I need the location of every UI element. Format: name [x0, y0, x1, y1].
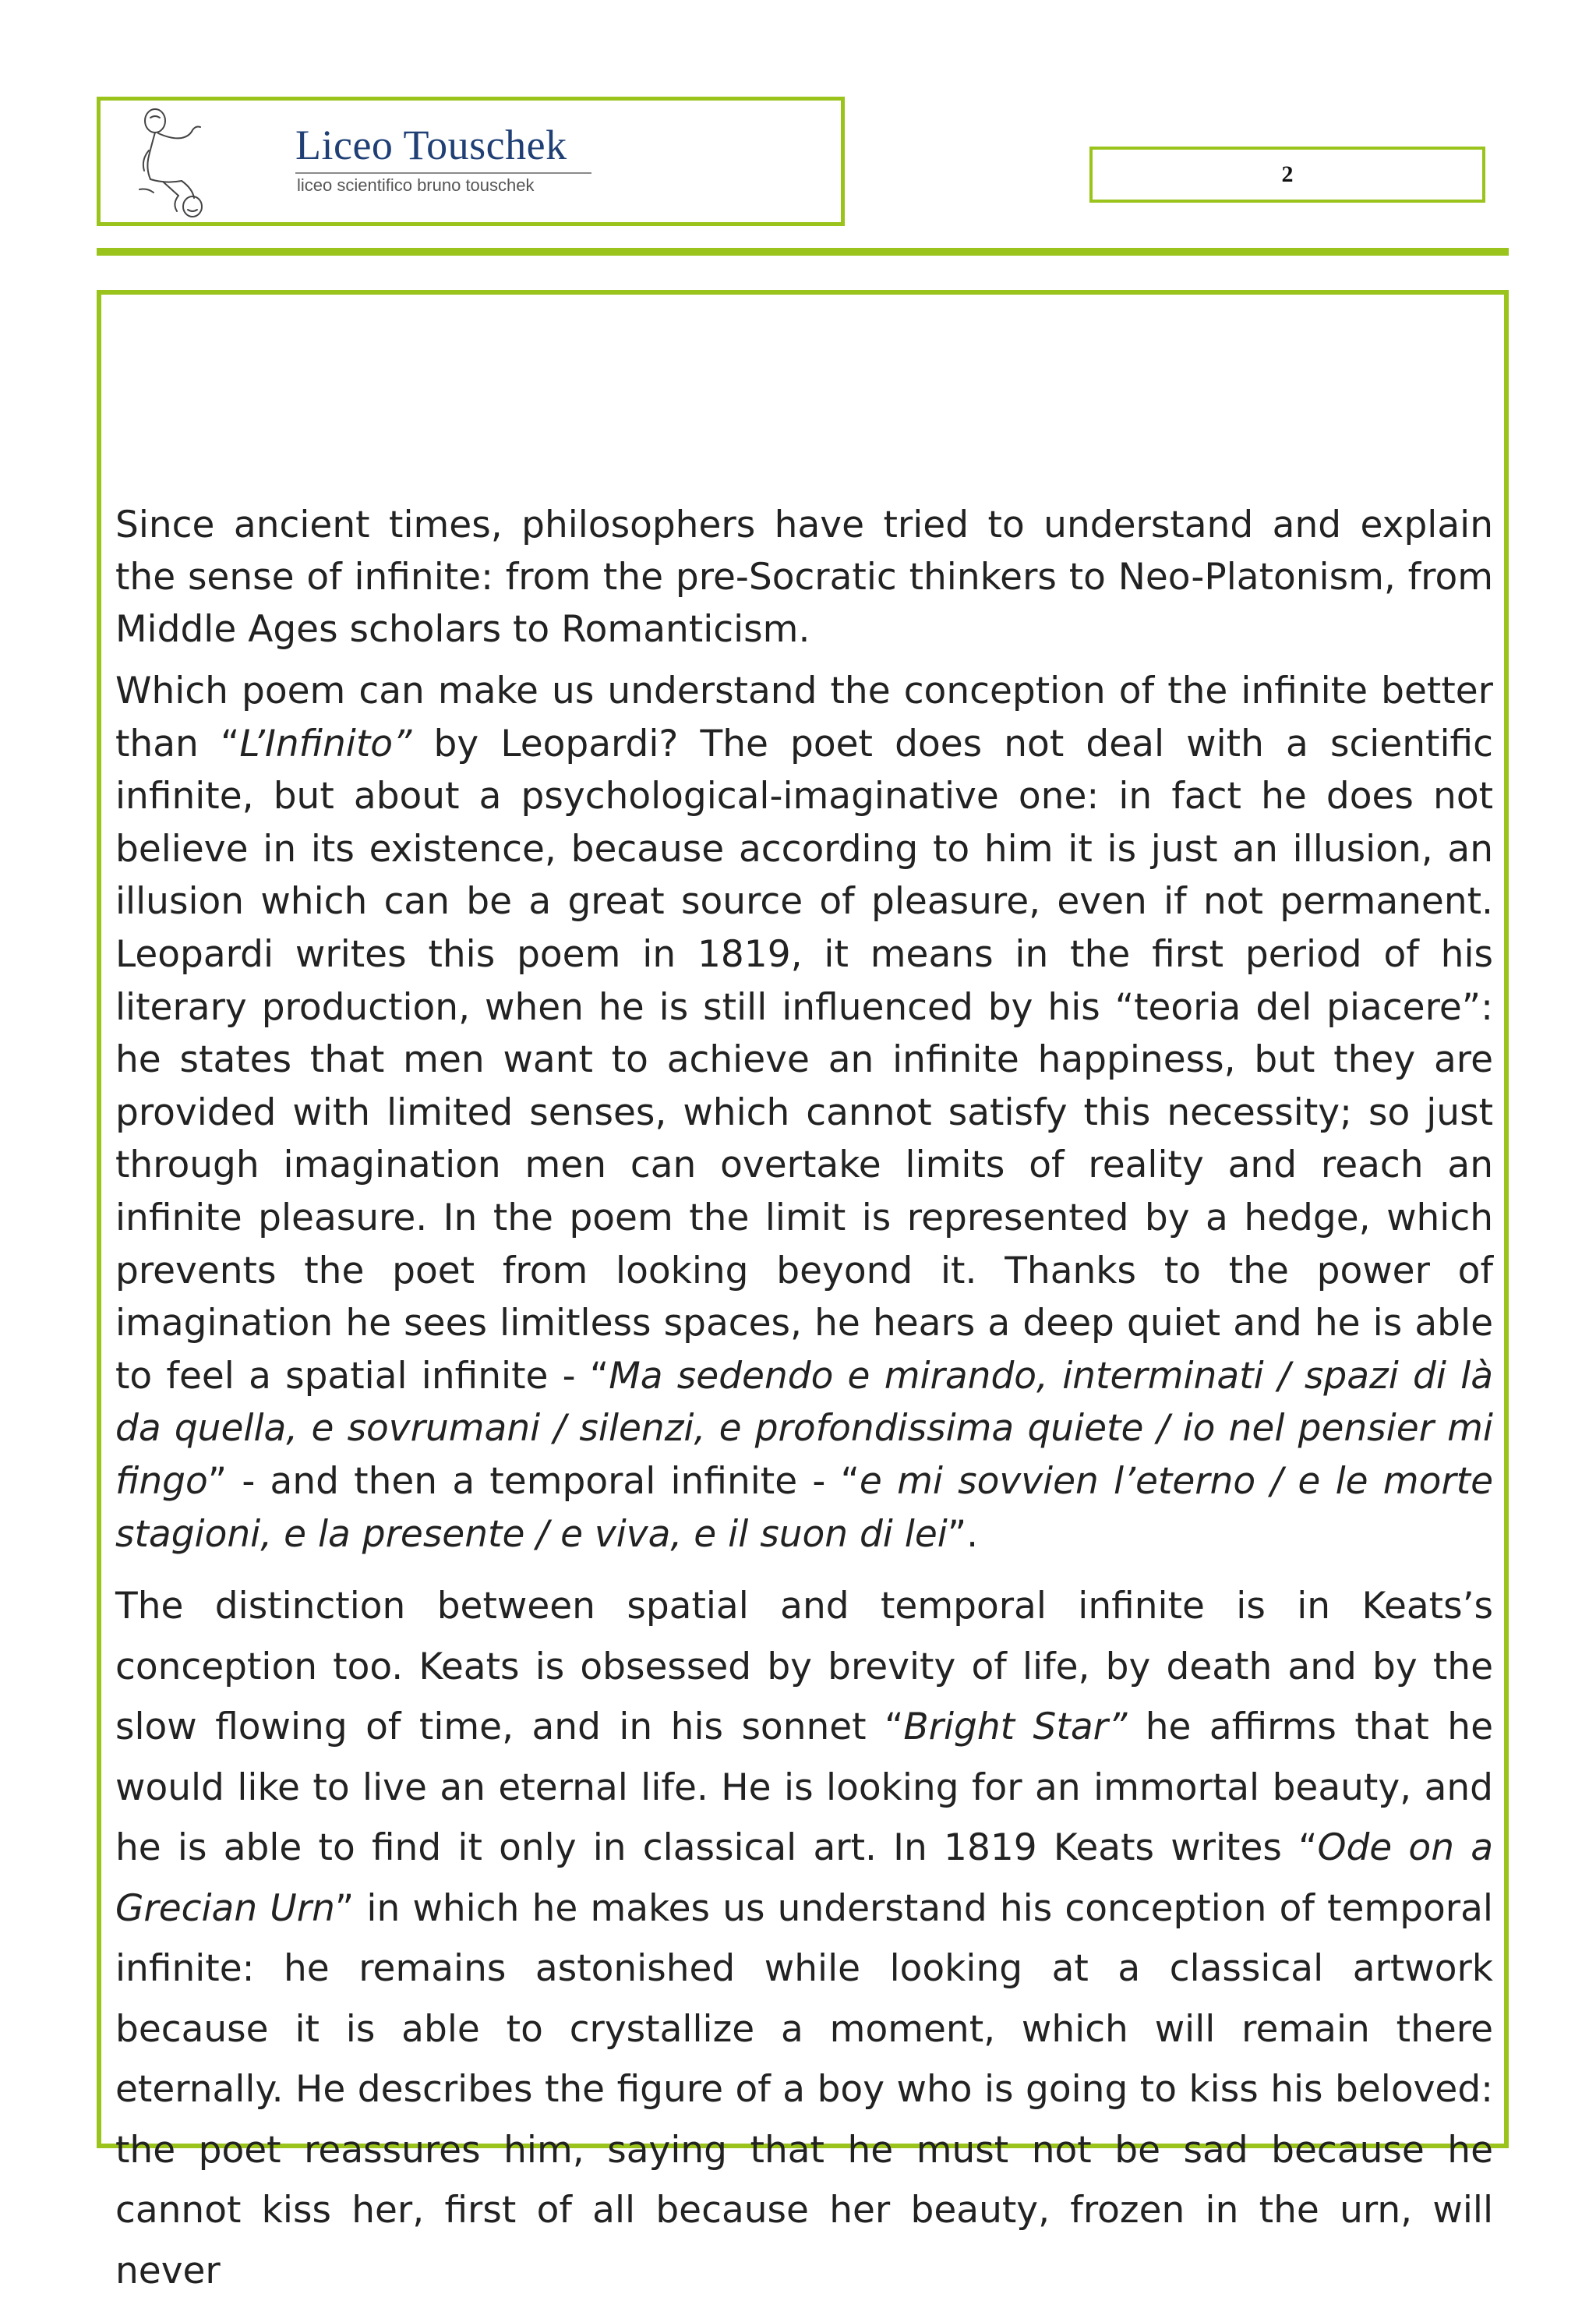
p2-quote-spatial: Ma sedendo e mirando, interminati / spazi di là da quella, e sovrumani / silenzi, e profondissima quiete / io nel pensier mi fingo	[115, 1354, 1493, 1503]
p2-text-a: Which poem can make us understand the conception of the infinite better than “	[115, 670, 1493, 765]
p3-text-b: he affirms that he would like to live an eternal life. He is looking for an immortal beauty, and he is able to find it only in classical art. In 1819 Keats writes “	[115, 1705, 1493, 1870]
p2-text-b: by Leopardi? The poet does not deal with a scientific infinite, but about a psychological-imaginative one: in fact he does not believe in its existence, because according to him it is just an illusion, an illusion which can be a great source of pleasure, even if not permanent. Leopardi writes this poem in 1819, it means in the first period of his literary production, when he is still influenced by his “teoria del piacere”: he states that men want to achieve an infinite happiness, but they are provided with limited senses, which cannot satisfy this necessity; so just through imagination men can overtake limits of reality and reach an infinite pleasure. In the poem the limit is represented by a hedge, which prevents the poet from looking beyond it. Thanks to the power of imagination he sees limitless spaces, he hears a deep quiet and he is able to feel a spatial infinite - “	[115, 722, 1493, 1398]
content-frame	[97, 290, 1509, 2292]
paragraph-3	[115, 1576, 1493, 2301]
p2-quote-temporal: e mi sovvien l’eterno / e le morte stagioni, e la presente / e viva, e il suon di lei	[115, 1459, 1493, 1556]
body-text	[115, 499, 1493, 2301]
logo-title: Liceo Touschek	[295, 122, 567, 168]
p2-title: L’Infinito”	[239, 722, 412, 765]
p1-text: Since ancient times, philosophers have tried to understand and explain the sense of infinite: from the pre-Socratic thinkers to Neo-Platonism, from Middle Ages scholars to Romanticism.	[115, 504, 1493, 651]
paragraph-2	[115, 665, 1493, 1561]
p3-title-grecian-urn: Ode on a Grecian Urn	[115, 1826, 1494, 1930]
paragraph-1	[115, 499, 1493, 656]
physicist-sketch-icon	[124, 104, 225, 224]
p3-title-bright-star: Bright Star”	[903, 1705, 1128, 1749]
p2-text-d: ”.	[947, 1512, 979, 1556]
school-logo	[97, 97, 845, 226]
header-divider	[97, 248, 1509, 256]
page-number-box	[1089, 147, 1485, 203]
logo-divider	[295, 172, 591, 174]
p3-text-c: ” in which he makes us understand his conception of temporal infinite: he remains astonished while looking at a classical artwork because it is able to crystallize a moment, which will remain there eternally. He describes the figure of a boy who is going to kiss his beloved: the poet reassures him, saying that he must not be sad because he cannot kiss her, first of all because her beauty, frozen in the urn, will never	[115, 1886, 1493, 2292]
logo-subtitle: liceo scientifico bruno touschek	[297, 175, 535, 195]
page-number: 2	[1281, 161, 1294, 187]
p3-text-a: The distinction between spatial and temporal infinite is in Keats’s conception too. Keats is obsessed by brevity of life, by death and by the slow flowing of time, and in his sonnet “	[115, 1585, 1493, 1749]
p2-text-c: ” - and then a temporal infinite - “	[207, 1459, 860, 1503]
